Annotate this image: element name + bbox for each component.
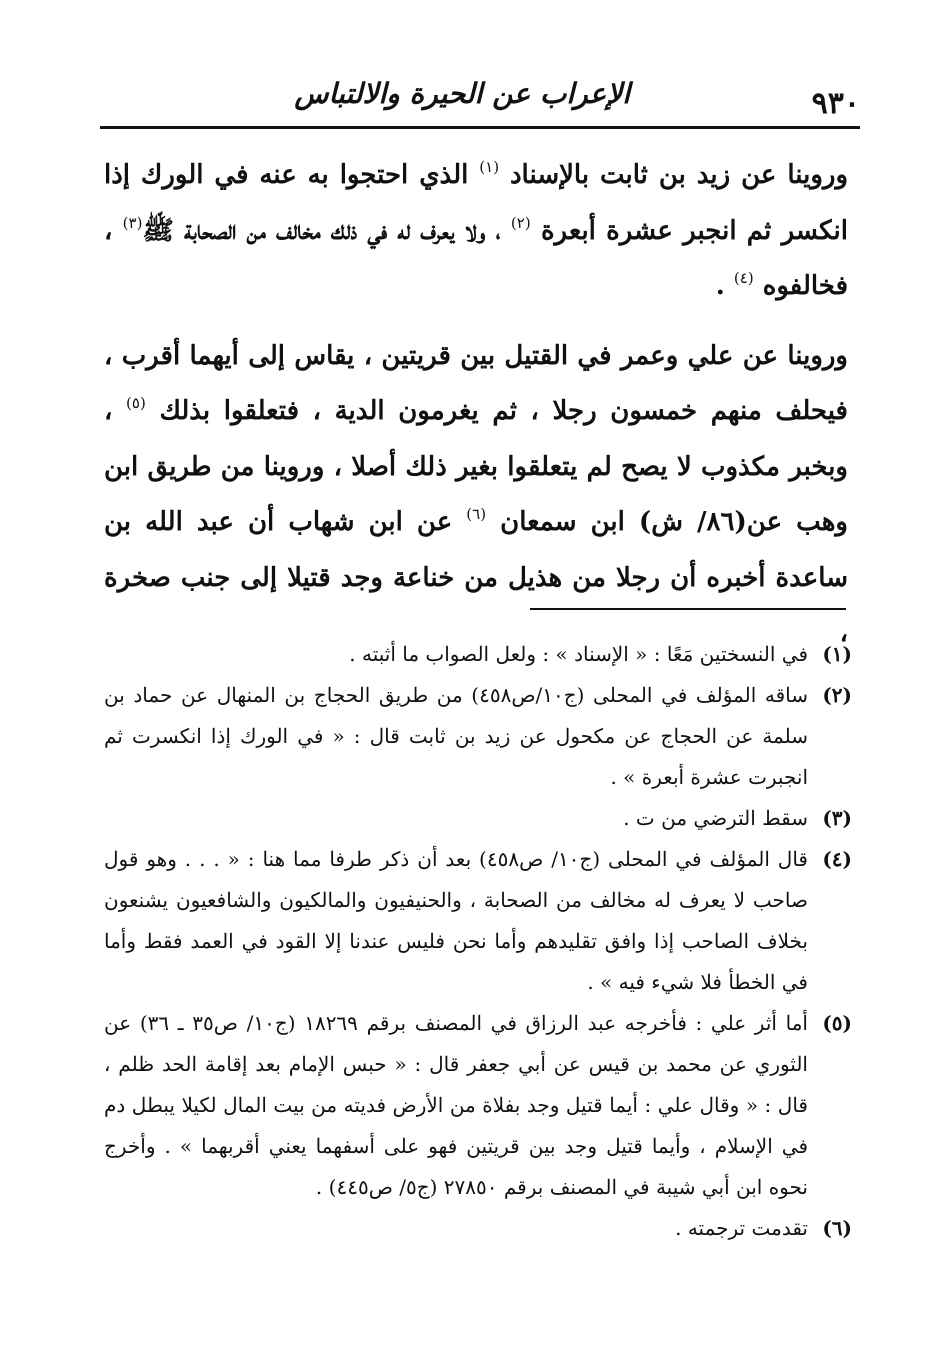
footnote-number: (٥): [822, 1011, 852, 1035]
paragraph-1-segment: ، ولا يعرف له في ذلك مخالف من الصحابة ﷺ: [142, 215, 501, 246]
footnotes: [104, 634, 852, 1249]
footnote-separator: [530, 608, 846, 610]
footnote-number: (٣): [822, 806, 852, 830]
footnote-text: أما أثر علي : فأخرجه عبد الرزاق في المصنف برقم ١٨٢٦٩ (ج١٠/ ص٣٥ ـ ٣٦) عن الثوري عن محمد بن قيس عن أبي جعفر قال : « حبس الإمام بعد إقامة الحد ظلم ، قال : « وقال علي : أيما قتيل وجد بفلاة من الأرض فديته من بيت المال لكيلا يبطل دم في الإسلام ، وأيما قتيل وجد بين قريتين فهو على أسفهما يعني أقربهما » . وأخرج نحوه ابن أبي شيبة في المصنف برقم ٢٧٨٥٠ (ج٥/ ص٤٤٥) .: [104, 1011, 808, 1199]
footnote-item: [104, 839, 852, 1003]
paragraph-2-segment: ، وبخبر مكذوب لا يصح لم يتعلقوا بغير ذلك أصلا ، وروينا من طريق ابن وهب عن(٨٦/ ش) ابن سمعان: [104, 396, 848, 537]
paragraph-2-segment: عن ابن شهاب أن عبد الله بن ساعدة أخبره أن رجلا من هذيل من خناعة وجد قتيلا إلى جنب صخرة ،: [104, 507, 848, 648]
footnote-item: [104, 634, 852, 675]
paragraph-1-segment: ، فخالفوه: [104, 215, 848, 301]
footnote-item: [104, 798, 852, 839]
footnote-text: ساقه المؤلف في المحلى (ج١٠/ص٤٥٨) من طريق الحجاج بن المنهال عن حماد بن سلمة عن الحجاج عن مكحول عن زيد بن ثابت قال : « في الورك إذا انكسرت ثم انجبرت عشرة أبعرة » .: [104, 683, 809, 789]
paragraph-1-segment: .: [715, 271, 725, 301]
footnote-number: (١): [822, 642, 852, 666]
footnote-item: [104, 675, 852, 798]
footnote-item: [104, 1208, 852, 1249]
footnote-item: [104, 1003, 852, 1208]
footnote-number: (٢): [822, 683, 852, 707]
footnote-number: (٤): [822, 847, 852, 871]
header-rule: [100, 126, 860, 129]
page-number: ٩٣٠: [811, 86, 860, 121]
paragraph-1: [104, 148, 848, 315]
footnote-text: قال المؤلف في المحلى (ج١٠/ ص٤٥٨) بعد أن ذكر طرفا مما هنا : « . . . وهو قول صاحب لا يعرف له مخالف من الصحابة ، والحنيفيون والمالكيون والشافعيون يشنعون بخلاف الصاحب إذا وافق تقليدهم وأما نحن فليس عندنا إلا القود في العمد فقط وأما في الخطأ فلا شيء فيه » .: [104, 847, 808, 994]
paragraph-2-segment: وروينا عن علي وعمر في القتيل بين قريتين ، يقاس إلى أيهما أقرب ، فيحلف منهم خمسون رجلا ، ثم يغرمون الدية ، فتعلقوا بذلك: [104, 340, 848, 426]
footnote-ref-1[interactable]: (١): [479, 158, 500, 176]
paragraph-1-segment: الذي احتجوا به عنه في الورك إذا انكسر ثم انجبر عشرة أبعرة: [104, 160, 848, 246]
paragraph-1-segment: وروينا عن زيد بن ثابت بالإسناد: [509, 160, 848, 190]
footnote-ref-6[interactable]: (٦): [466, 505, 487, 523]
footnote-ref-4[interactable]: (٤): [733, 269, 754, 287]
footnote-number: (٦): [822, 1216, 852, 1240]
footnote-text: سقط الترضي من ت .: [623, 806, 808, 830]
footnote-text: في النسختين مَعًا : « الإسناد » : ولعل الصواب ما أثبته .: [349, 642, 808, 666]
footnote-ref-5[interactable]: (٥): [126, 394, 146, 412]
page-header: [100, 60, 860, 130]
running-title: الإعراب عن الحيرة والالتباس: [294, 77, 630, 110]
paragraph-2: [104, 329, 848, 662]
footnote-ref-2[interactable]: (٢): [510, 213, 531, 232]
footnote-ref-3[interactable]: (٣): [122, 213, 143, 232]
footnote-text: تقدمت ترجمته .: [675, 1216, 808, 1240]
main-text: [104, 148, 848, 662]
